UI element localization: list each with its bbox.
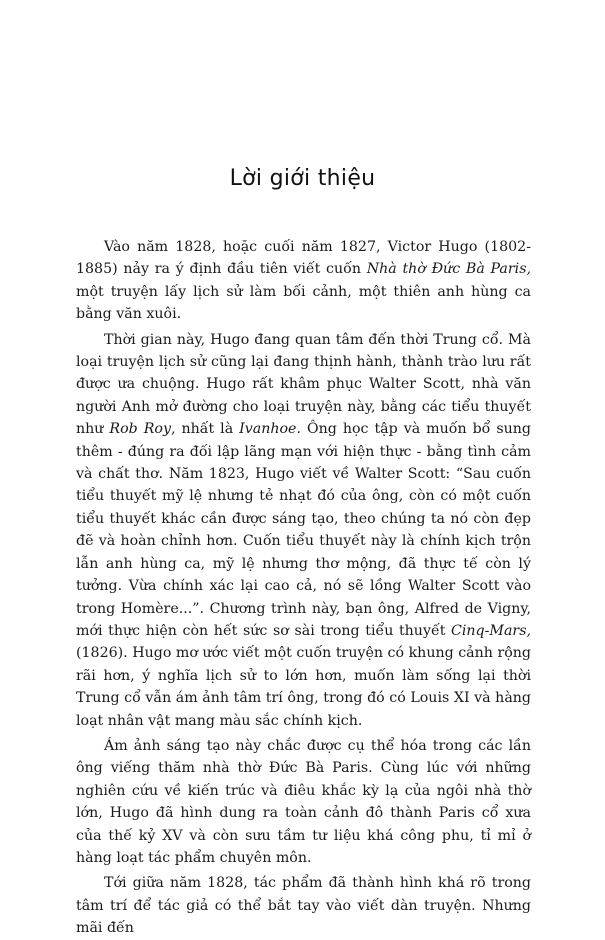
italic-text: Nhà thờ Đức Bà Paris,: [366, 261, 532, 278]
text-run: Tới giữa năm 1828, tác phẩm đã thành hình khá rõ trong tâm trí để tác giả có thể bắt tay vào viết dàn truyện. Nhưng mãi đến: [76, 875, 531, 937]
paragraph: [76, 735, 531, 869]
chapter-title: Lời giới thiệu: [229, 166, 376, 191]
italic-text: Rob Roy: [109, 421, 171, 438]
text-run: một truyện lấy lịch sử làm bối cảnh, một thiên anh hùng ca bằng văn xuôi.: [76, 283, 531, 323]
text-run: (1826). Hugo mơ ước viết một cuốn truyện có khung cảnh rộng rãi hơn, ý nghĩa lịch sử to lớn hơn, muốn làm sống lại thời Trung cổ vẫn ám ảnh tâm trí ông, trong đó có Louis XI và hàng loạt nhân vật mang màu sắc chính kịch.: [76, 645, 531, 729]
italic-text: Ivanhoe.: [239, 421, 301, 438]
paragraph: [76, 236, 531, 326]
text-run: Vào năm 1828, hoặc cuối năm 1827, Victor Hugo (1802-1885) nảy ra ý định đầu tiên viết cuốn: [76, 239, 531, 278]
paragraph: [76, 329, 531, 732]
body-text: [76, 236, 531, 940]
text-run: , nhất là: [170, 421, 240, 438]
text-run: Thời gian này, Hugo đang quan tâm đến thời Trung cổ. Mà loại truyện lịch sử cũng lại đang thịnh hành, thành trào lưu rất được ưa chuộng. Hugo rất khâm phục Walter Scott, nhà văn người Anh mở đường cho loại truyện này, bằng các tiểu thuyết như: [76, 331, 531, 438]
text-run: Ám ảnh sáng tạo này chắc được cụ thể hóa trong các lần ông viếng thăm nhà thờ Đức Bà Paris. Cùng lúc với những nghiên cứu về kiến trúc và điêu khắc kỳ lạ của ngôi nhà thờ lớn, Hugo đã hình dung ra toàn cảnh đô thành Paris cổ xưa của thế kỷ XV và còn sưu tầm tư liệu khá công phu, tỉ mỉ ở hàng loạt tác phẩm chuyên môn.: [76, 737, 531, 866]
text-run: Ông học tập và muốn bổ sung thêm - đúng ra đối lập lãng mạn với hiện thực - bằng tình cảm và chất thơ. Năm 1823, Hugo viết về Walter Scott: “Sau cuốn tiểu thuyết mỹ lệ nhưng tẻ nhạt đó của ông, còn có một cuốn tiểu thuyết khác cần được sáng tạo, theo chúng ta nó còn đẹp đẽ và hoàn chỉnh hơn. Cuốn tiểu thuyết này là chính kịch trộn lẫn anh hùng ca, mỹ lệ nhưng thơ mộng, đã thực tế còn lý tưởng. Vừa chính xác lại cao cả, nó sẽ lồng Walter Scott vào trong Homère...”. Chương trình này, bạn ông, Alfred de Vigny, mới thực hiện còn hết sức sơ sài trong tiểu thuyết: [76, 421, 531, 639]
italic-text: Cinq-Mars,: [451, 622, 531, 639]
